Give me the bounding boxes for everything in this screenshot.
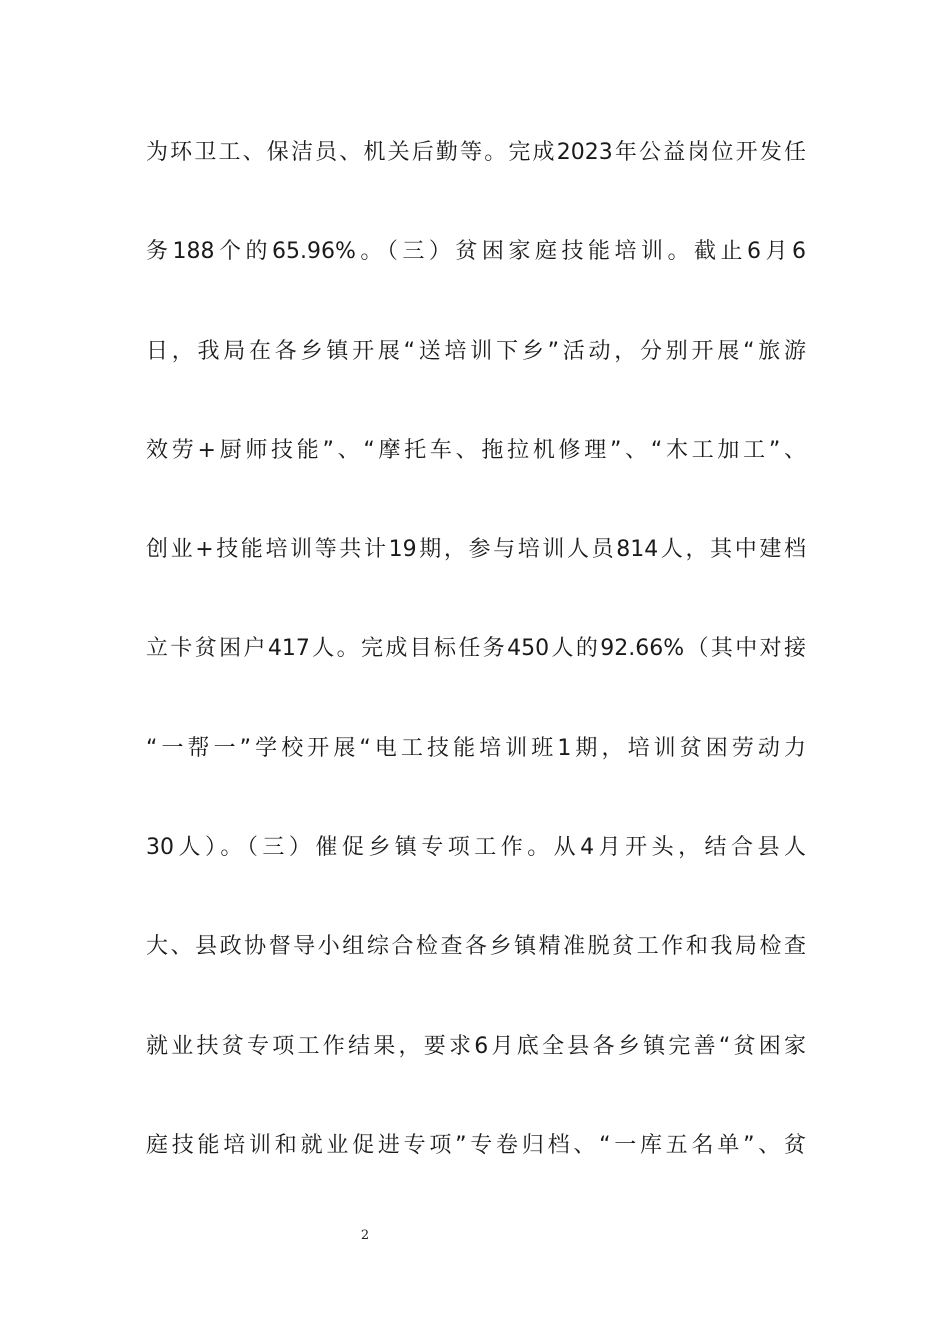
text-line: “一帮一”学校开展“电工技能培训班1期，培训贫困劳动力 [146,735,806,761]
text-line: 立卡贫困户417人。完成目标任务450人的92.66%（其中对接 [146,636,806,662]
text-line: 创业+技能培训等共计19期，参与培训人员814人，其中建档 [146,537,806,563]
text-line: 就业扶贫专项工作结果，要求6月底全县各乡镇完善“贫困家 [146,1033,806,1059]
text-line: 30人）。（三）催促乡镇专项工作。从4月开头，结合县人 [146,835,806,861]
body-text [146,128,806,1220]
text-line: 庭技能培训和就业促进专项”专卷归档、“一库五名单”、贫 [146,1132,806,1158]
text-line: 务188个的65.96%。（三）贫困家庭技能培训。截止6月6 [146,239,806,265]
text-line: 大、县政协督导小组综合检查各乡镇精准脱贫工作和我局检查 [146,934,806,960]
page-number: 2 [360,1228,370,1243]
text-line: 为环卫工、保洁员、机关后勤等。完成2023年公益岗位开发任 [146,140,806,165]
text-line: 效劳+厨师技能”、“摩托车、拖拉机修理”、“木工加工”、 [146,437,806,463]
text-line: 日，我局在各乡镇开展“送培训下乡”活动，分别开展“旅游 [146,338,806,364]
